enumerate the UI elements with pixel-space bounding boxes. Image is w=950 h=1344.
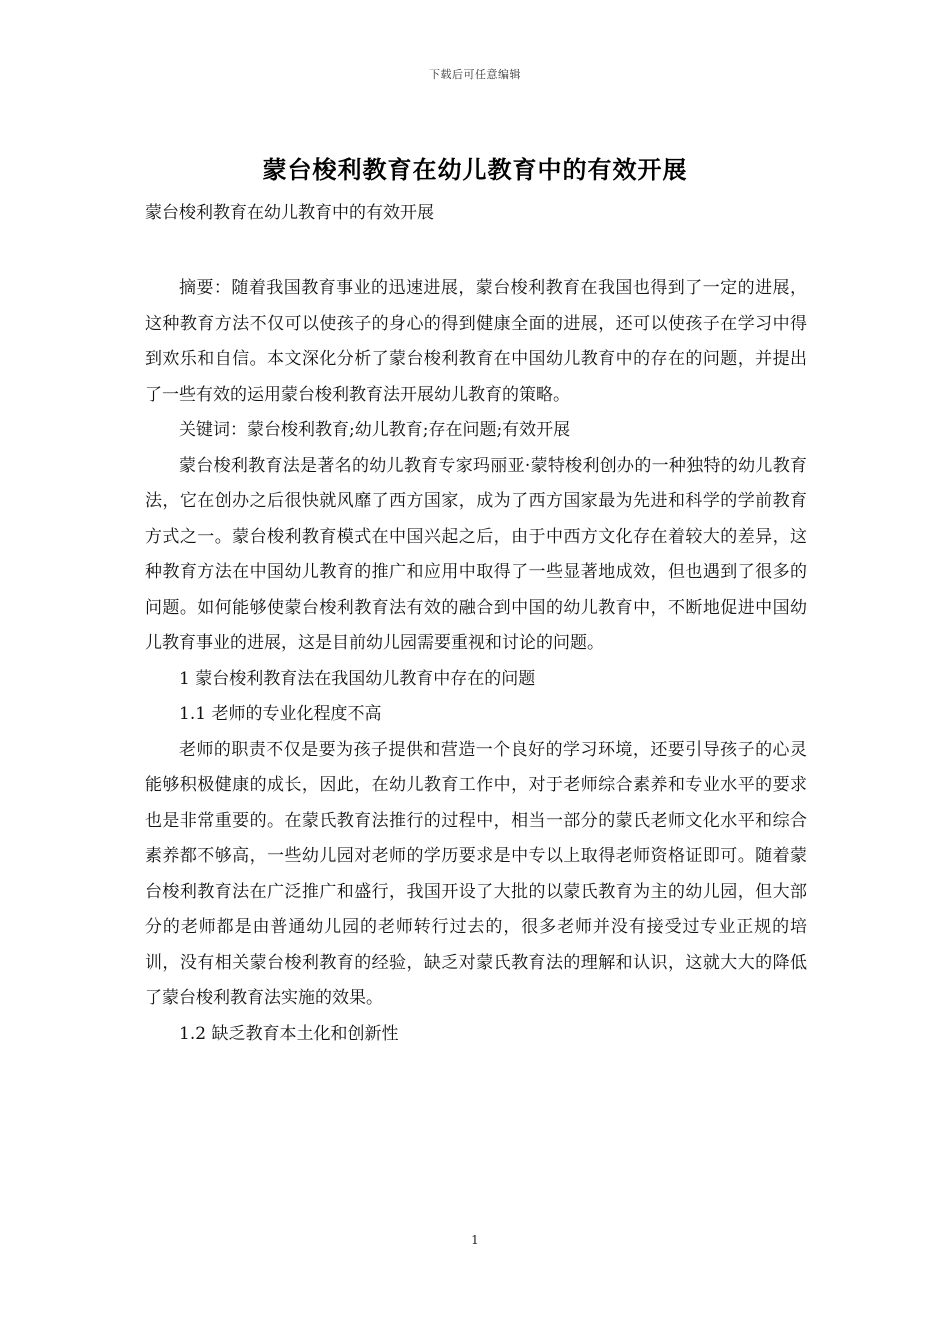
intro-paragraph: 蒙台梭利教育法是著名的幼儿教育专家玛丽亚·蒙特梭利创办的一种独特的幼儿教育法，它在创办之后很快就风靡了西方国家，成为了西方国家最为先进和科学的学前教育方式之一。蒙台梭利教育模式在中国兴起之后，由于中西方文化存在着较大的差异，这种教育方法在中国幼儿教育的推广和应用中取得了一些显著地成效，但也遇到了很多的问题。如何能够使蒙台梭利教育法有效的融合到中国的幼儿教育中，不断地促进中国幼儿教育事业的进展，这是目前幼儿园需要重视和讨论的问题。 (145, 455, 807, 653)
subsection-heading-1-1: 1.1 老师的专业化程度不高 (179, 704, 382, 724)
document-body (145, 198, 807, 1052)
document-title: 蒙台梭利教育在幼儿教育中的有效开展 (262, 155, 688, 184)
section-heading-1: 1 蒙台梭利教育法在我国幼儿教育中存在的问题 (179, 668, 536, 689)
abstract-paragraph: 摘要：随着我国教育事业的迅速进展，蒙台梭利教育在我国也得到了一定的进展，这种教育方法不仅可以使孩子的身心的得到健康全面的进展，还可以使孩子在学习中得到欢乐和自信。本文深化分析了蒙台梭利教育在中国幼儿教育中的存在的问题，并提出了一些有效的运用蒙台梭利教育法开展幼儿教育的策略。 (145, 278, 807, 405)
page-header-note: 下载后可任意编辑 (429, 68, 521, 81)
keywords-paragraph: 关键词：蒙台梭利教育;幼儿教育;存在问题;有效开展 (179, 420, 571, 440)
subsection-heading-1-2: 1.2 缺乏教育本土化和创新性 (179, 1023, 399, 1044)
section-1-1-paragraph: 老师的职责不仅是要为孩子提供和营造一个良好的学习环境，还要引导孩子的心灵能够积极健康的成长，因此，在幼儿教育工作中，对于老师综合素养和专业水平的要求也是非常重要的。在蒙氏教育法推行的过程中，相当一部分的蒙氏老师文化水平和综合素养都不够高，一些幼儿园对老师的学历要求是中专以上取得老师资格证即可。随着蒙台梭利教育法在广泛推广和盛行，我国开设了大批的以蒙氏教育为主的幼儿园，但大部分的老师都是由普通幼儿园的老师转行过去的，很多老师并没有接受过专业正规的培训，没有相关蒙台梭利教育的经验，缺乏对蒙氏教育法的理解和认识，这就大大的降低了蒙台梭利教育法实施的效果。 (145, 739, 807, 1008)
page-number: 1 (471, 1233, 479, 1247)
document-subtitle: 蒙台梭利教育在幼儿教育中的有效开展 (145, 203, 434, 223)
